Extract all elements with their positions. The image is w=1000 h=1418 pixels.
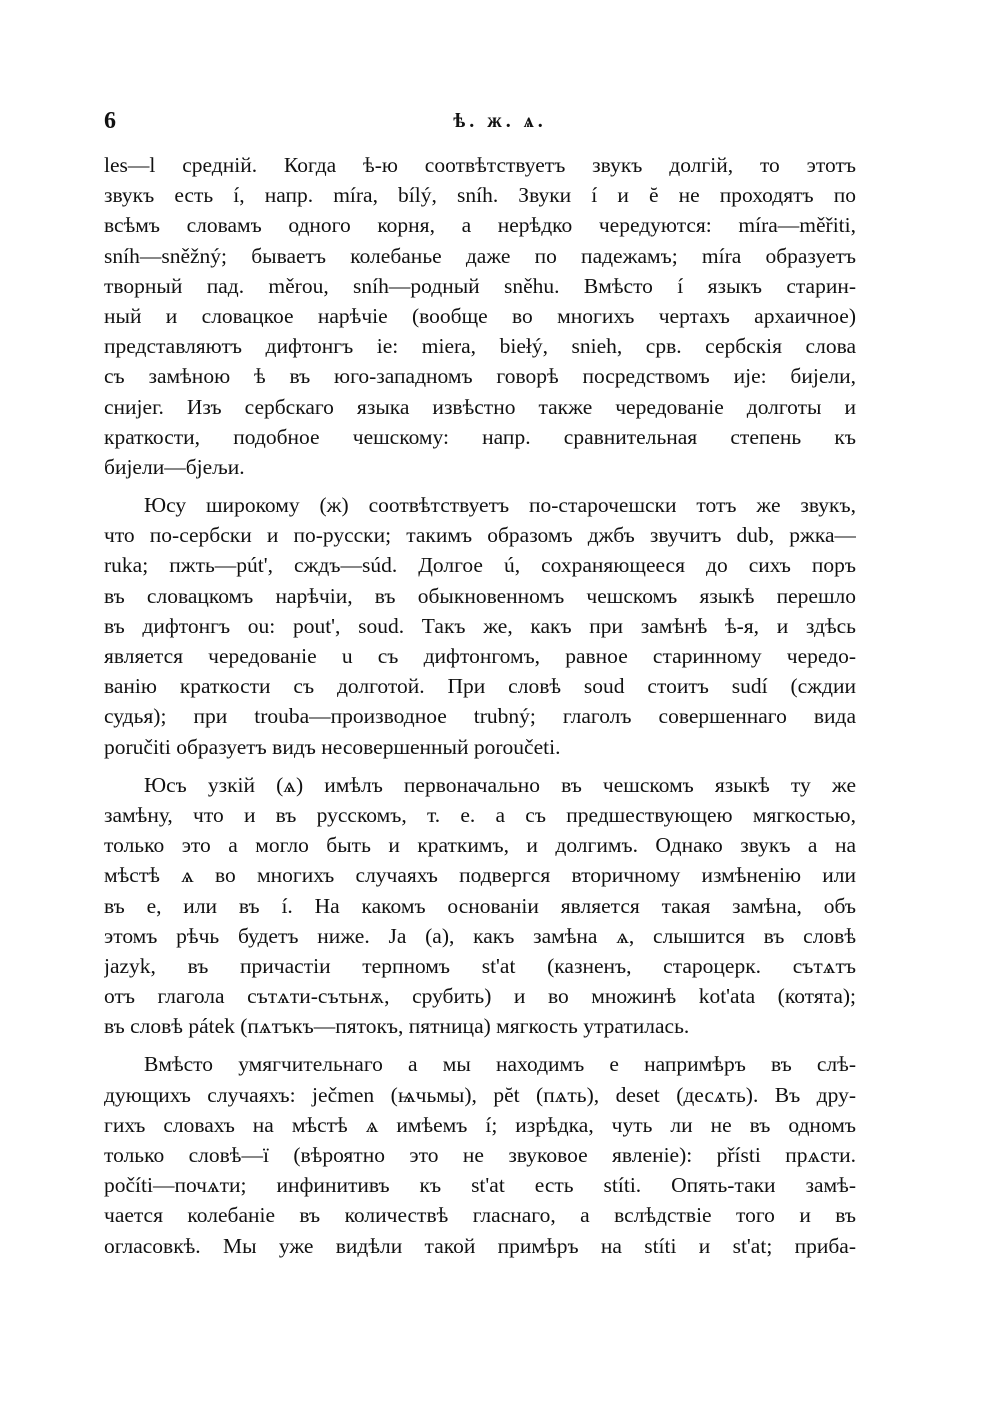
text-line: снијег. Изъ сербскаго языка извѣстно также чередованіе долготы и xyxy=(104,394,856,419)
text-line: огласовкѣ. Мы уже видѣли такой примѣръ на stíti и st'at; приба- xyxy=(104,1233,856,1258)
text-line: всѣмъ словамъ одного корня, а нерѣдко чередуются: míra—měřiti, xyxy=(104,213,856,238)
text-body xyxy=(104,150,856,1269)
text-line: бијели—бјељи. xyxy=(104,454,245,479)
text-line: sníh—sněžný; бываетъ колебанье даже по падежамъ; míra образуетъ xyxy=(104,243,856,268)
text-line: въ словѣ pátek (пѧтъкъ—пятокъ, пятница) мягкость утратилась. xyxy=(104,1014,690,1039)
text-line: въ дифтонгъ ou: pout', soud. Такъ же, какъ при замѣнѣ ѣ-я, и здѣсь xyxy=(104,613,856,638)
text-line: въ e, или въ í. На какомъ основаніи является такая замѣна, объ xyxy=(104,893,856,918)
text-line: съ замѣною ѣ въ юго-западномъ говорѣ посредствомъ ије: бијели, xyxy=(104,364,856,389)
text-line: въ словацкомъ нарѣчіи, въ обыкновенномъ чешскомъ языкѣ перешло xyxy=(104,583,856,608)
text-line: замѣну, что и въ русскомъ, т. е. а съ предшествующею мягкостью, xyxy=(104,802,856,827)
text-line: počíti—почѧти; инфинитивъ къ st'at есть stíti. Опять-таки замѣ- xyxy=(104,1173,856,1198)
paragraph-3 xyxy=(104,770,856,1042)
text-line: звукъ есть í, напр. míra, bílý, sníh. Звуки í и ĕ не проходятъ по xyxy=(104,183,856,208)
text-line: poručiti образуетъ видъ несовершенный poroučeti. xyxy=(104,734,561,759)
text-line: краткости, подобное чешскому: напр. сравнительная степень къ xyxy=(104,424,856,449)
paragraph-1 xyxy=(104,150,856,482)
paragraph-2 xyxy=(104,490,856,762)
text-line: Юсъ узкій (ѧ) имѣлъ первоначально въ чешскомъ языкѣ ту же xyxy=(144,772,856,797)
text-line: только это а могло быть и краткимъ, и долгимъ. Однако звукъ а на xyxy=(104,833,856,858)
text-line: мѣстѣ ѧ во многихъ случаяхъ подвергся вторичному измѣненію или xyxy=(104,863,856,888)
text-line: творный пад. měrou, sníh—родный sněhu. Вмѣсто í языкъ старин- xyxy=(104,273,856,298)
text-line: гихъ словахъ на мѣстѣ ѧ имѣемъ í; изрѣдка, чуть ли не въ одномъ xyxy=(104,1112,856,1137)
text-line: отъ глагола сътѧти-сътьнѫ, срубить) и во множинѣ kot'ata (котята); xyxy=(104,984,856,1009)
text-line: только словѣ—ï (вѣроятно это не звуковое явленіе): přísti прѧсти. xyxy=(104,1143,856,1167)
text-line: les—l средній. Когда ѣ-ю соотвѣтствуетъ звукъ долгій, то этотъ xyxy=(104,153,856,177)
running-head: ѣ. ж. ѧ. xyxy=(453,110,547,132)
text-line: Юсу широкому (ж) соотвѣтствуетъ по-старочешски тотъ же звукъ, xyxy=(144,493,856,518)
text-line: что по-сербски и по-русски; такимъ образомъ джбъ звучитъ dub, ржка— xyxy=(104,523,856,548)
text-line: представляютъ дифтонгъ ie: miera, biełý, snieh, срв. сербскія слова xyxy=(104,334,856,359)
text-line: Вмѣсто умягчительнаго а мы находимъ е напримѣръ въ слѣ- xyxy=(144,1052,856,1077)
text-line: является чередованіе u съ дифтонгомъ, равное старинному чередо- xyxy=(104,644,856,668)
text-line: судья); при trouba—производное trubný; глаголъ совершеннаго вида xyxy=(104,704,856,729)
text-line: ный и словацкое нарѣчіе (вообще во многихъ чертахъ архаичное) xyxy=(104,303,856,328)
text-line: дующихъ случаяхъ: ječmen (ѩчьмы), pĕt (пѧть), deset (десѧть). Въ дру- xyxy=(104,1082,856,1107)
page-number: 6 xyxy=(104,108,116,134)
text-line: этомъ рѣчь будетъ ниже. Ja (a), какъ замѣна ѧ, слышится въ словѣ xyxy=(104,923,856,948)
text-line: jazyk, въ причастіи терпномъ st'at (казненъ, староцерк. сътѧтъ xyxy=(104,953,856,978)
text-line: ruka; пжть—pút', сждъ—súd. Долгое ú, сохраняющееся до сихъ поръ xyxy=(104,553,856,578)
paragraph-4 xyxy=(104,1049,856,1260)
text-line: чается колебаніе въ количествѣ гласнаго, а вслѣдствіе того и въ xyxy=(104,1203,856,1228)
text-line: ванію краткости съ долготой. При словѣ soud стоитъ sudí (сждии xyxy=(104,674,856,699)
